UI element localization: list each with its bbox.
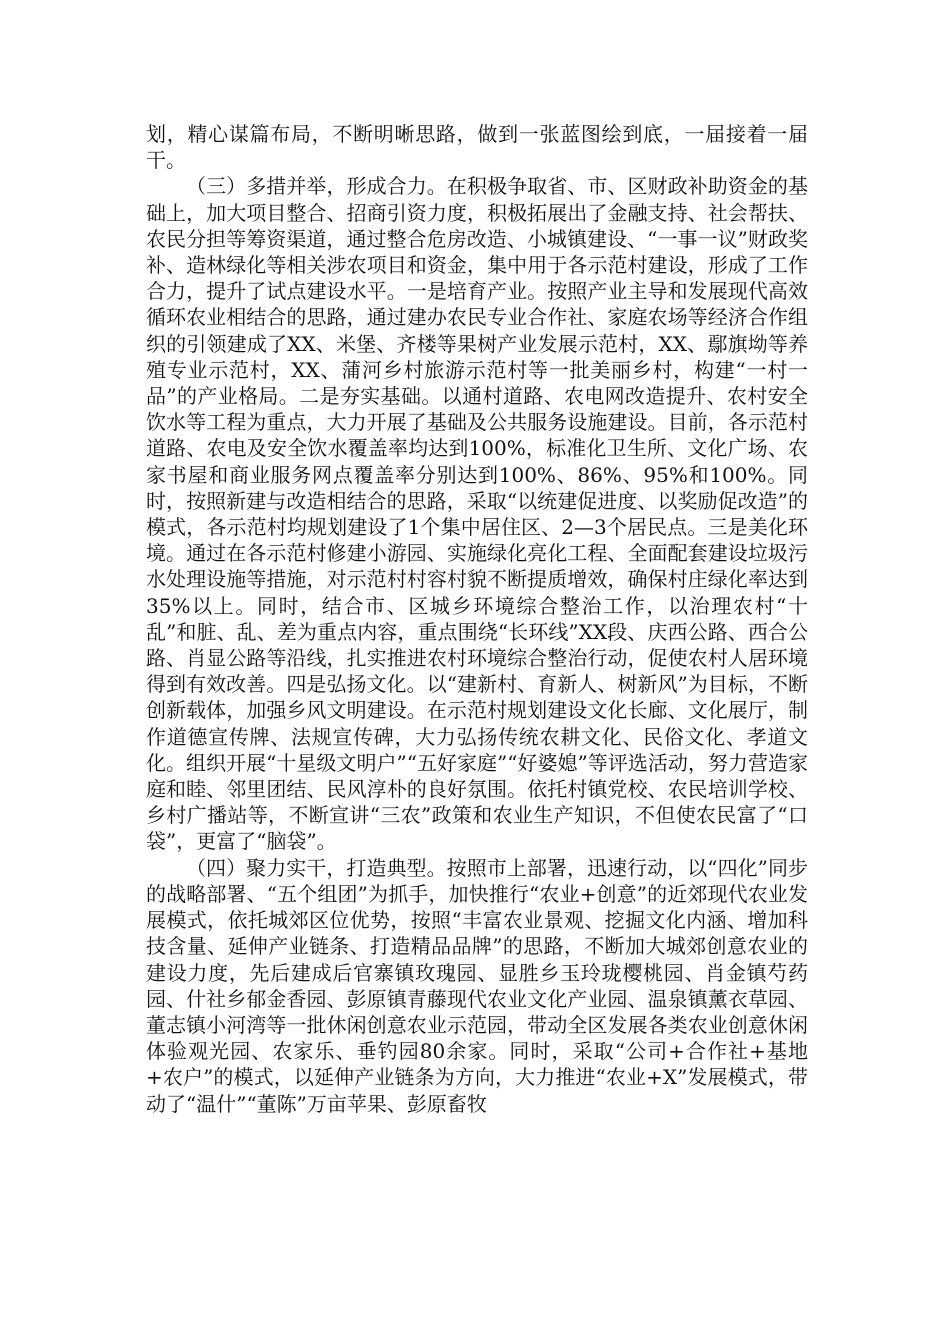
paragraph-section-3: （三）多措并举，形成合力。在积极争取省、市、区财政补助资金的基础上，加大项目整合、招商引资力度，积极拓展出了金融支持、社会帮扶、农民分担等筹资渠道，通过整合危房改造、小城镇建设、“一事一议”财政奖补、造林绿化等相关涉农项目和资金，集中用于各示范村建设，形成了工作合力，提升了试点建设水平。一是培育产业。按照产业主导和发展现代高效循环农业相结合的思路，通过建办农民专业合作社、家庭农场等经济合作组织的引领建成了XX、米堡、齐楼等果树产业发展示范村，XX、鄢旗坳等养殖专业示范村，XX、蒲河乡村旅游示范村等一批美丽乡村，构建“一村一品”的产业格局。二是夯实基础。以通村道路、农电网改造提升、农村安全饮水等工程为重点，大力开展了基础及公共服务设施建设。目前，各示范村道路、农电及安全饮水覆盖率均达到100%，标准化卫生所、文化广场、农家书屋和商业服务网点覆盖率分别达到100%、86%、95%和100%。同时，按照新建与改造相结合的思路，采取“以统建促进度、以奖励促改造”的模式，各示范村均规划建设了1个集中居住区、2—3个居民点。三是美化环境。通过在各示范村修建小游园、实施绿化亮化工程、全面配套建设垃圾污水处理设施等措施，对示范村村容村貌不断提质增效，确保村庄绿化率达到35%以上。同时，结合市、区城乡环境综合整治工作，以治理农村“十乱”和脏、乱、差为重点内容，重点围绕“长环线”XX段、庆西公路、西合公路、肖显公路等沿线，扎实推进农村环境综合整治行动，促使农村人居环境得到有效改善。四是弘扬文化。以“建新村、育新人、树新风”为目标，不断创新载体，加强乡风文明建设。在示范村规划建设文化长廊、文化展厅，制作道德宣传牌、法规宣传碑，大力弘扬传统农耕文化、民俗文化、孝道文化。组织开展“十星级文明户”“五好家庭”“好婆媳”等评选活动，努力营造家庭和睦、邻里团结、民风淳朴的良好氛围。依托村镇党校、农民培训学校、乡村广播站等，不断宣讲“三农”政策和农业生产知识，不但使农民富了“口袋”，更富了“脑袋”。: [146, 174, 808, 854]
paragraph-section-4: （四）聚力实干，打造典型。按照市上部署，迅速行动，以“四化”同步的战略部署、“五个组团”为抓手，加快推行“农业+创意”的近郊现代农业发展模式，依托城郊区位优势，按照“丰富农业景观、挖掘文化内涵、增加科技含量、延伸产业链条、打造精品品牌”的思路，不断加大城郊创意农业的建设力度，先后建成后官寨镇玫瑰园、显胜乡玉玲珑樱桃园、肖金镇芍药园、什社乡郁金香园、彭原镇青藤现代农业文化产业园、温泉镇薰衣草园、董志镇小河湾等一批休闲创意农业示范园，带动全区发展各类农业创意休闲体验观光园、农家乐、垂钓园80余家。同时，采取“公司+合作社+基地+农户”的模式，以延伸产业链条为方向，大力推进“农业+X”发展模式，带动了“温什”“董陈”万亩苹果、彭原畜牧: [146, 855, 808, 1116]
document-body: [146, 121, 808, 1117]
paragraph-continuation: 划，精心谋篇布局，不断明晰思路，做到一张蓝图绘到底，一届接着一届干。: [146, 122, 808, 173]
